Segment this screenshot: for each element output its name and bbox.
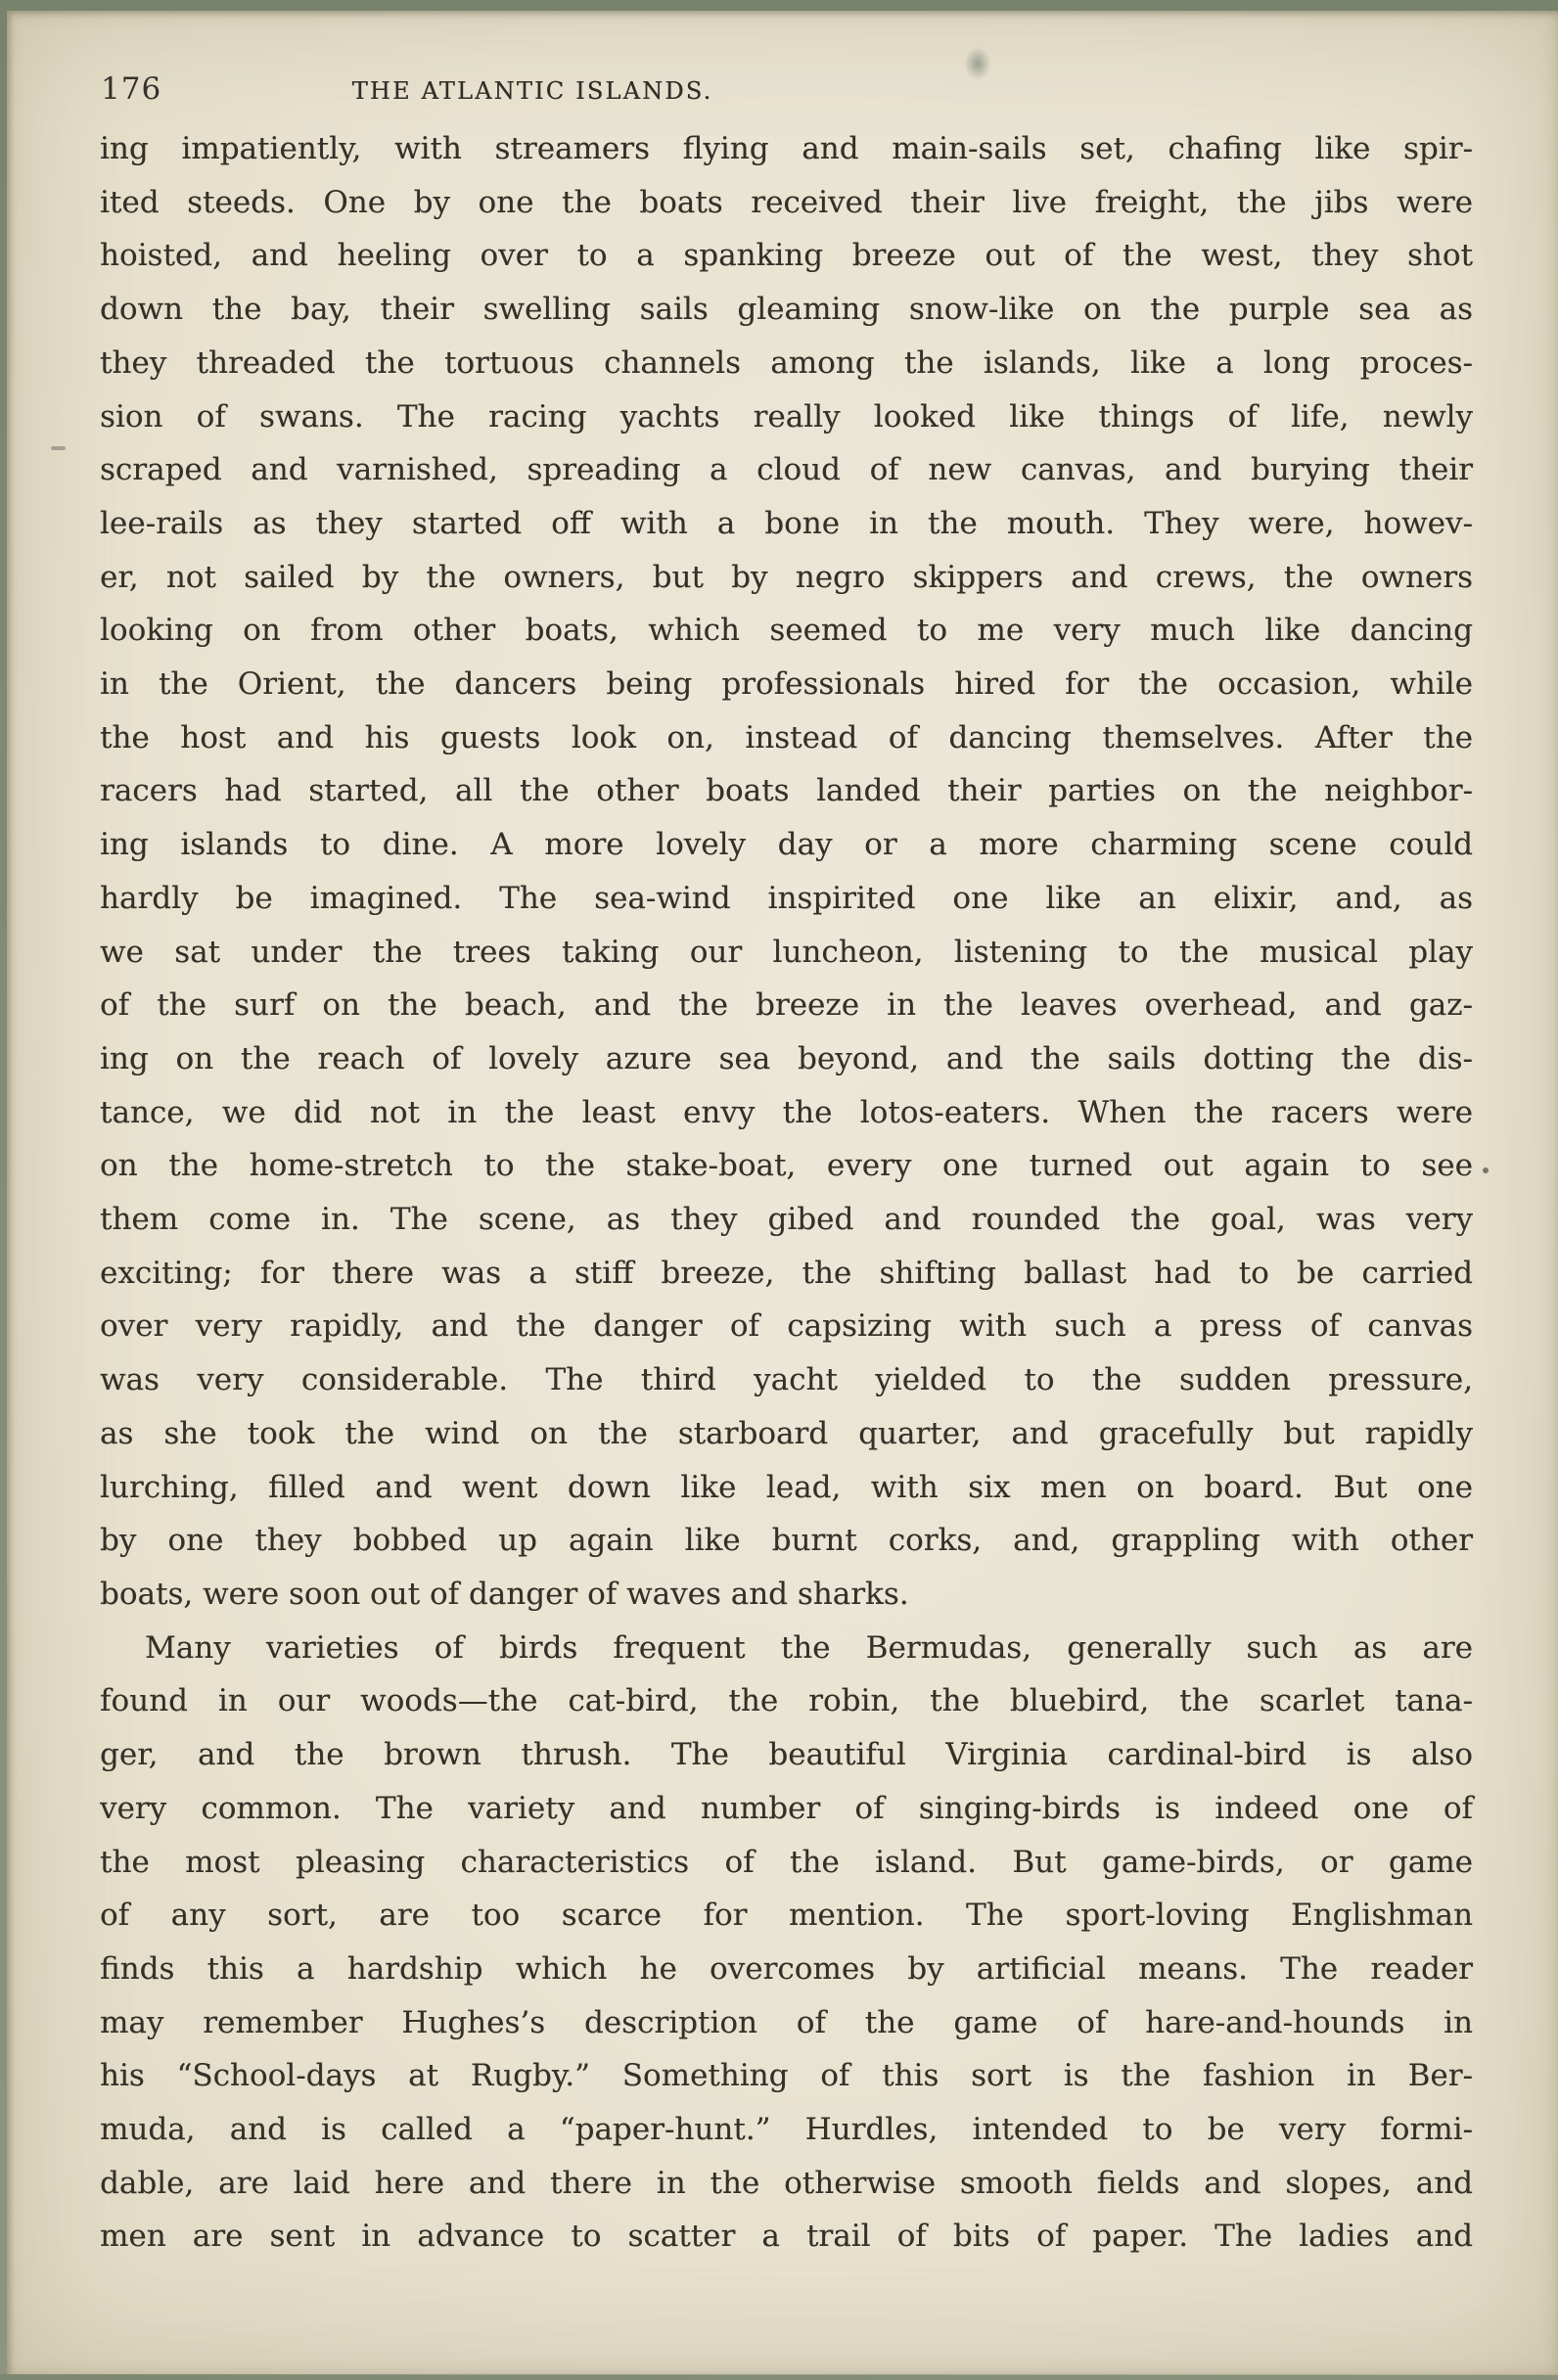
text-line: ited steeds. One by one the boats received their live freight, the jibs were (100, 184, 1473, 220)
text-line: ing islands to dine. A more lovely day or a more charming scene could (100, 827, 1473, 863)
text-line: they threaded the tortuous channels among the islands, like a long proces- (100, 344, 1473, 381)
text-line: down the bay, their swelling sails gleaming snow-like on the purple sea as (100, 292, 1473, 328)
text-line: boats, were soon out of danger of waves and sharks. (100, 1576, 909, 1612)
text-line: found in our woods—the cat-bird, the robin, the bluebird, the scarlet tana- (100, 1683, 1473, 1719)
text-line: lee-rails as they started off with a bone in the mouth. They were, howev- (100, 505, 1473, 541)
text-line: of any sort, are too scarce for mention. The sport-loving Englishman (100, 1898, 1473, 1934)
text-line: may remember Hughes’s description of the game of hare-and-hounds in (100, 2004, 1473, 2040)
text-line: exciting; for there was a stiff breeze, the shifting ballast had to be carried (100, 1255, 1473, 1291)
text-line: the most pleasing characteristics of the island. But game-birds, or game (100, 1844, 1473, 1880)
text-line: hardly be imagined. The sea-wind inspirited one like an elixir, and, as (100, 880, 1473, 916)
text-line: over very rapidly, and the danger of capsizing with such a press of canvas (100, 1308, 1473, 1345)
text-line: muda, and is called a “paper-hunt.” Hurdles, intended to be very formi- (100, 2112, 1473, 2148)
text-line: of the surf on the beach, and the breeze in the leaves overhead, and gaz- (100, 987, 1473, 1024)
scan-smudge (964, 47, 991, 80)
text-line: was very considerable. The third yacht yielded to the sudden pressure, (100, 1362, 1473, 1398)
text-line: er, not sailed by the owners, but by negro skippers and crews, the owners (100, 559, 1473, 595)
scan-mark (51, 446, 66, 450)
scan-edge-bottom (0, 2374, 1558, 2380)
scan-speck (1483, 1167, 1489, 1173)
text-line: looking on from other boats, which seemed to me very much like dancing (100, 613, 1473, 649)
text-line: finds this a hardship which he overcomes by artificial means. The reader (100, 1950, 1473, 1987)
text-line: on the home-stretch to the stake-boat, every one turned out again to see (100, 1148, 1473, 1184)
book-page (7, 11, 1558, 2375)
text-line: hoisted, and heeling over to a spanking breeze out of the west, they shot (100, 238, 1473, 274)
text-line: men are sent in advance to scatter a trail of bits of paper. The ladies and (100, 2219, 1473, 2255)
text-line: the host and his guests look on, instead of dancing themselves. After the (100, 719, 1473, 755)
text-line: scraped and varnished, spreading a cloud of new canvas, and burying their (100, 452, 1473, 488)
text-line: lurching, filled and went down like lead, with six men on board. But one (100, 1469, 1473, 1505)
text-line: as she took the wind on the starboard quarter, and gracefully but rapidly (100, 1415, 1473, 1451)
body-text (100, 122, 1473, 2264)
text-line: ger, and the brown thrush. The beautiful Virginia cardinal-bird is also (100, 1737, 1473, 1773)
text-line: by one they bobbed up again like burnt corks, and, grappling with other (100, 1523, 1473, 1559)
text-line: ing on the reach of lovely azure sea beyond, and the sails dotting the dis- (100, 1040, 1473, 1076)
running-title: THE ATLANTIC ISLANDS. (351, 77, 713, 105)
text-line: Many varieties of birds frequent the Bermudas, generally such as are (145, 1629, 1473, 1666)
text-line: we sat under the trees taking our luncheon, listening to the musical play (100, 934, 1473, 970)
text-line: tance, we did not in the least envy the lotos-eaters. When the racers were (100, 1094, 1473, 1130)
text-line: in the Orient, the dancers being professionals hired for the occasion, while (100, 666, 1473, 703)
text-line: ing impatiently, with streamers flying and main-sails set, chafing like spir- (100, 131, 1473, 166)
text-line: racers had started, all the other boats landed their parties on the neighbor- (100, 773, 1473, 809)
text-line: his “School-days at Rugby.” Something of this sort is the fashion in Ber- (100, 2058, 1473, 2094)
text-line: very common. The variety and number of singing-birds is indeed one of (100, 1790, 1473, 1826)
page-number: 176 (101, 71, 162, 107)
text-line: them come in. The scene, as they gibed and rounded the goal, was very (100, 1202, 1473, 1238)
text-line: dable, are laid here and there in the otherwise smooth fields and slopes, and (100, 2165, 1473, 2201)
text-line: sion of swans. The racing yachts really looked like things of life, newly (100, 398, 1473, 435)
